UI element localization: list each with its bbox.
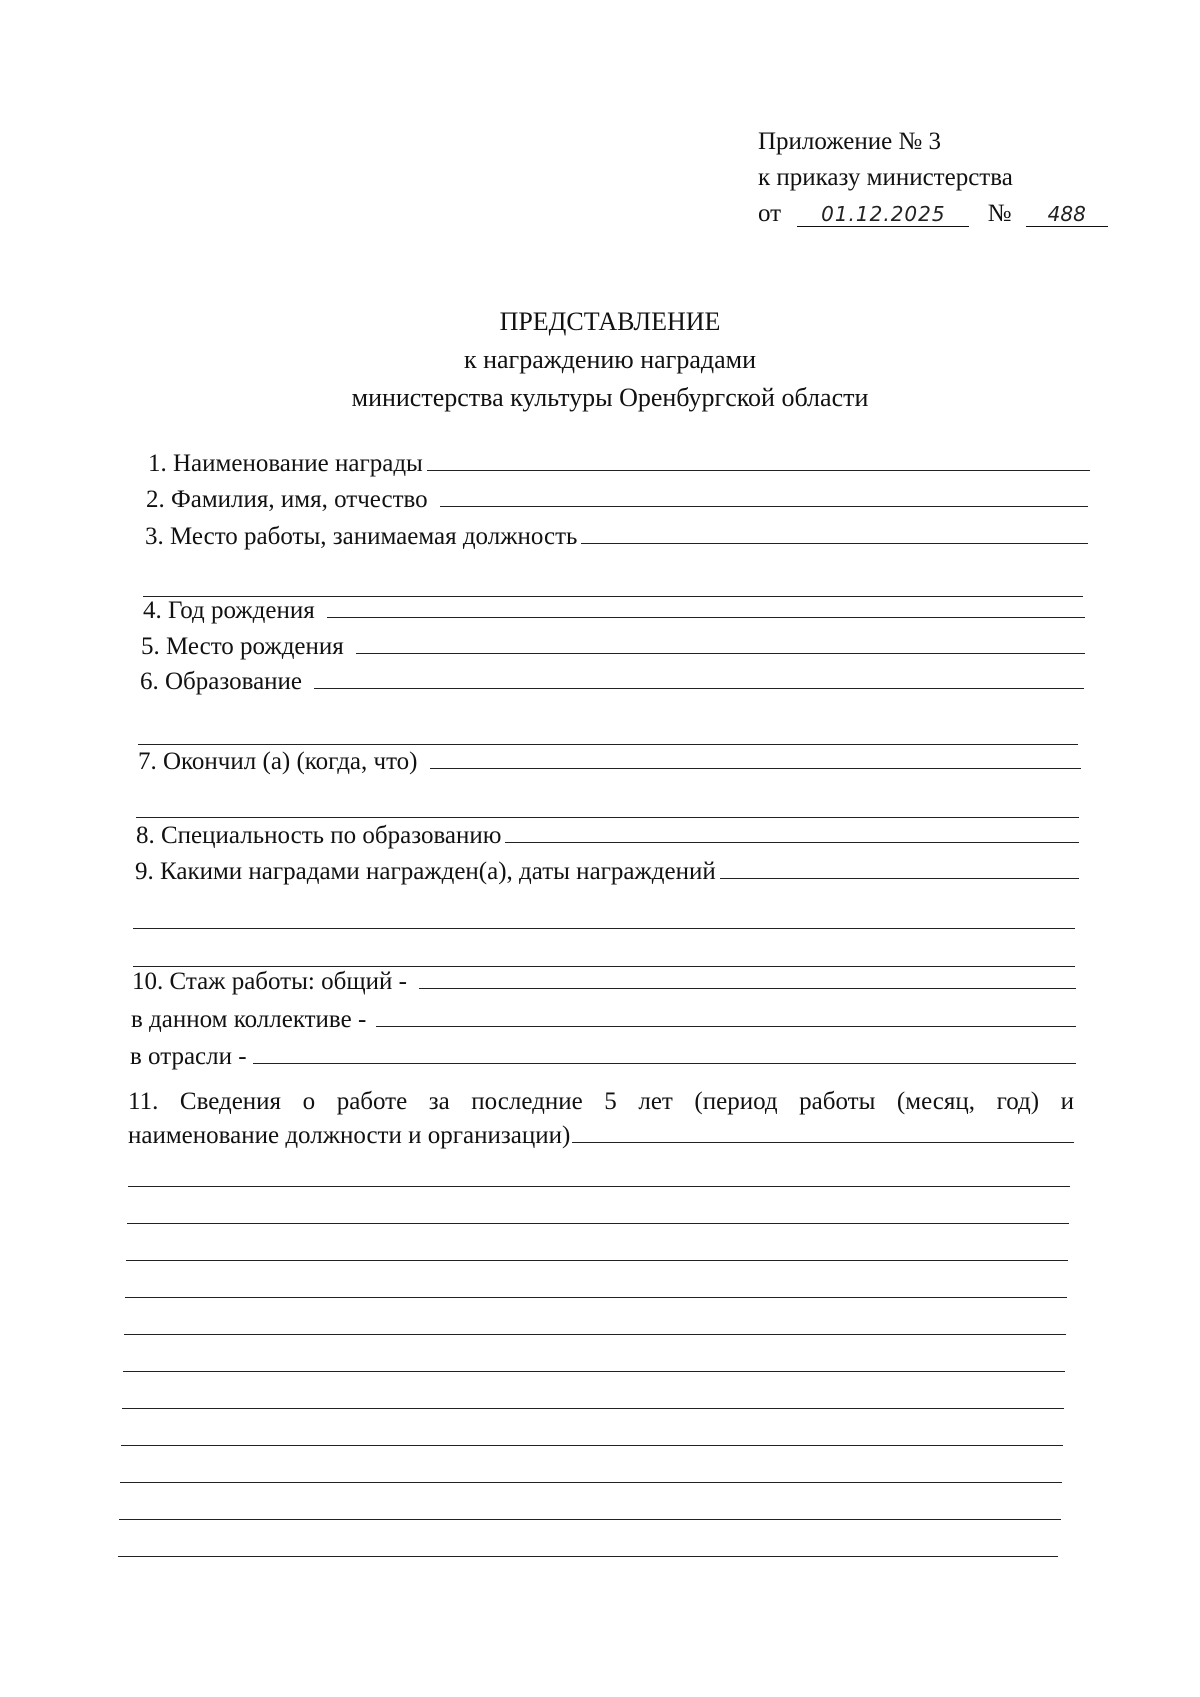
blank-line: [124, 1334, 1066, 1335]
blank-line: [136, 817, 1079, 818]
blank-line: [138, 744, 1078, 745]
blank-line: [327, 616, 1085, 618]
field-label: 8. Специальность по образованию: [136, 822, 502, 849]
blank-line: [314, 687, 1084, 689]
field-label: 2. Фамилия, имя, отчество: [146, 486, 428, 513]
field-label: 11. Сведения о работе за последние 5 лет (период работы (месяц, год) и: [128, 1088, 1074, 1115]
field-label: 4. Год рождения: [143, 597, 315, 624]
field-experience-collective: [131, 1006, 1076, 1034]
blank-line: [127, 1223, 1069, 1224]
field-specialty: [136, 822, 1079, 850]
appendix-block: [758, 124, 1108, 232]
blank-line: [121, 1445, 1063, 1446]
blank-line: [430, 767, 1081, 769]
field-label: 1. Наименование награды: [148, 450, 423, 477]
blank-line: [572, 1141, 1074, 1143]
blank-line: [123, 1371, 1065, 1372]
appendix-order-ref: к приказу министерства: [758, 164, 1013, 191]
field-label: в отрасли -: [130, 1043, 247, 1070]
blank-line: [126, 1260, 1068, 1261]
field-graduated: [138, 748, 1081, 776]
field-birth-year: [143, 597, 1085, 625]
field-work-history: [128, 1085, 1074, 1153]
blank-line: [376, 1025, 1076, 1027]
blank-line: [133, 966, 1075, 967]
blank-line: [427, 469, 1090, 471]
handwritten-number: 488: [1026, 202, 1108, 227]
field-full-name: [146, 486, 1088, 514]
from-label: от: [758, 200, 782, 227]
blank-line: [356, 652, 1085, 654]
field-birth-place: [141, 633, 1085, 661]
blank-line: [118, 1556, 1058, 1557]
blank-line: [720, 877, 1079, 879]
blank-line: [505, 841, 1079, 843]
field-label: 3. Место работы, занимаемая должность: [145, 523, 578, 550]
field-label: 7. Окончил (а) (когда, что): [138, 748, 418, 775]
field-label: наименование должности и организации): [128, 1122, 571, 1149]
blank-line: [119, 1519, 1061, 1520]
appendix-date-line: [758, 196, 1108, 232]
blank-line: [440, 505, 1088, 507]
blank-line: [253, 1062, 1076, 1064]
blank-line: [419, 987, 1076, 989]
title-ministry: министерства культуры Оренбургской области: [351, 383, 869, 412]
document-title: [0, 303, 1200, 417]
title-heading: ПРЕДСТАВЛЕНИЕ: [499, 307, 721, 336]
field-label: 9. Какими наградами награжден(а), даты награждений: [135, 858, 716, 885]
field-label: в данном коллективе -: [131, 1006, 367, 1033]
blank-line: [581, 542, 1088, 544]
field-work-experience: [132, 968, 1076, 996]
field-label: 10. Стаж работы: общий -: [132, 968, 407, 995]
field-experience-industry: [130, 1043, 1076, 1071]
blank-line: [133, 928, 1075, 929]
field-workplace: [145, 523, 1088, 551]
blank-line: [128, 1186, 1070, 1187]
appendix-number: Приложение № 3: [758, 128, 942, 155]
field-label: 5. Место рождения: [141, 633, 344, 660]
field-label: 6. Образование: [140, 668, 303, 695]
field-awards-received: [135, 858, 1079, 886]
blank-line: [125, 1297, 1067, 1298]
blank-line: [120, 1482, 1062, 1483]
handwritten-date: 01.12.2025: [797, 202, 969, 227]
title-subline: к награждению наградами: [463, 345, 757, 374]
blank-line: [122, 1408, 1064, 1409]
field-education: [140, 668, 1084, 696]
field-award-name: [148, 450, 1090, 478]
number-label: №: [987, 200, 1012, 227]
field-label-line2: [128, 1119, 1074, 1153]
